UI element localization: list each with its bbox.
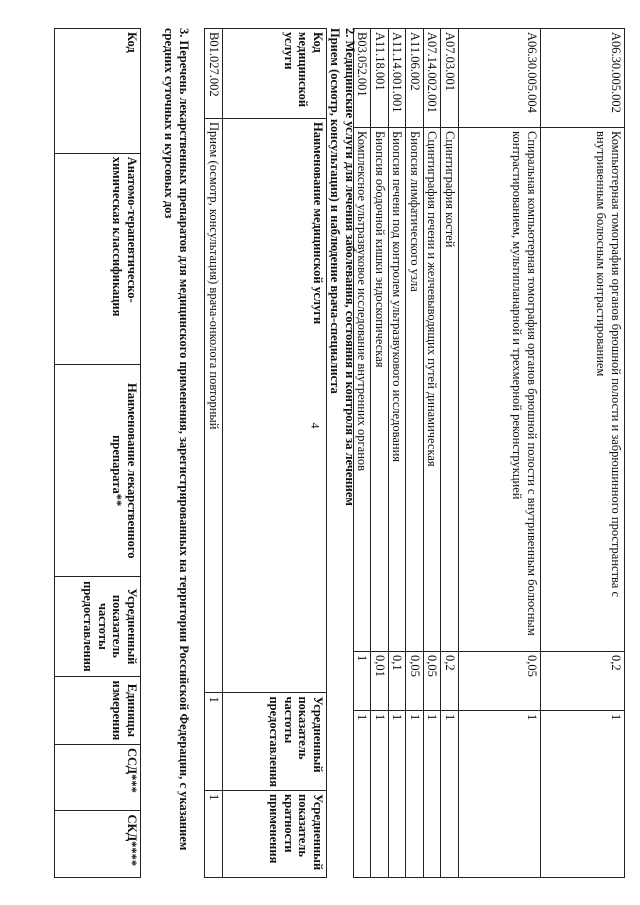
- service-code: A06.30.005.004: [459, 29, 541, 128]
- service-name: Биопсия лимфатического узла: [406, 128, 424, 652]
- service-name: Комплексное ультразвуковое исследование внутренних органов: [354, 128, 372, 652]
- service-multiplicity: 1: [424, 711, 442, 878]
- table-row: [459, 29, 541, 878]
- service-multiplicity: 1: [406, 711, 424, 878]
- service-code: B03.052.001: [354, 29, 372, 128]
- header-drug-name: Наименование лекарственного препарата**: [55, 365, 141, 577]
- service-code: A07.14.002.001: [424, 29, 442, 128]
- header-ssd: ССД***: [55, 745, 141, 811]
- service-code: A11.14.001.001: [389, 29, 407, 128]
- service-multiplicity: 1: [459, 711, 541, 878]
- service-multiplicity: 1: [541, 711, 625, 878]
- header-frequency: Усредненный показатель частоты предоставления: [55, 577, 141, 677]
- table-row: [389, 29, 407, 878]
- diagnostic-services-table: [353, 28, 625, 878]
- service-multiplicity: 1: [371, 711, 389, 878]
- header-unit: Единицы измерения: [55, 676, 141, 744]
- service-multiplicity: 1: [205, 791, 223, 878]
- service-frequency: 0,1: [389, 652, 407, 711]
- page-number: 4: [308, 422, 323, 429]
- service-multiplicity: 1: [354, 711, 372, 878]
- service-code: A06.30.005.002: [541, 29, 625, 128]
- service-name: Компьютерная томография органов брюшной полости и забрюшинного пространства с внутривенным болюсным контрастированием: [541, 128, 625, 652]
- header-code: Код медицинской услуги: [223, 29, 327, 119]
- header-atc: Анатомо-терапевтическо-химическая классификация: [55, 153, 141, 365]
- service-frequency: 0,2: [441, 652, 459, 711]
- service-frequency: 0,2: [541, 652, 625, 711]
- header-code: Код: [55, 29, 141, 154]
- header-frequency: Усредненный показатель частоты предоставления: [223, 693, 327, 791]
- service-frequency: 0,05: [406, 652, 424, 711]
- service-name: Биопсия ободочной кишки эндоскопическая: [371, 128, 389, 652]
- service-multiplicity: 1: [441, 711, 459, 878]
- header-multiplicity: Усредненный показатель кратности применения: [223, 791, 327, 878]
- table-row: [424, 29, 442, 878]
- service-code: A11.18.001: [371, 29, 389, 128]
- drugs-table: [54, 28, 141, 878]
- service-frequency: 1: [205, 693, 223, 791]
- section-2-heading: [328, 28, 357, 878]
- table-header-row: [223, 29, 327, 878]
- service-frequency: 1: [354, 652, 372, 711]
- header-skd: СКД****: [55, 811, 141, 878]
- service-frequency: 0,05: [424, 652, 442, 711]
- service-code: A11.06.002: [406, 29, 424, 128]
- table-row: [541, 29, 625, 878]
- service-name: Биопсия печени под контролем ультразвукового исследования: [389, 128, 407, 652]
- rotated-page-content: [45, 28, 625, 878]
- header-name: Наименование медицинской услуги: [223, 119, 327, 693]
- service-name: Сцинтиграфия печени и желчевыводящих путей динамическая: [424, 128, 442, 652]
- service-name: Спиральная компьютерная томография органов брюшной полости с внутривенным болюсным контрастированием, мультипланарной и трехмерной реконструкцией: [459, 128, 541, 652]
- service-code: A07.03.001: [441, 29, 459, 128]
- section-2-subtitle: Прием (осмотр, консультация) и наблюдение врача-специалиста: [328, 28, 343, 394]
- service-code: B01.027.002: [205, 29, 223, 119]
- service-name: Сцинтиграфия костей: [441, 128, 459, 652]
- section-3-heading: 3. Перечень лекарственных препаратов для медицинского применения, зарегистрированных на территории Российской Федерации, с указанием средних суточных и курсовых доз: [162, 28, 191, 851]
- table-header-row: [55, 29, 141, 878]
- service-frequency: 0,05: [459, 652, 541, 711]
- table-row: [371, 29, 389, 878]
- table-row: [406, 29, 424, 878]
- service-multiplicity: 1: [389, 711, 407, 878]
- table-row: [441, 29, 459, 878]
- section-2-title: 2. Медицинские услуги для лечения заболевания, состояния и контроля за лечением: [343, 28, 357, 506]
- treatment-services-table: [205, 28, 328, 878]
- service-name: Прием (осмотр, консультация) врача-онколога повторный: [205, 119, 223, 693]
- service-frequency: 0,01: [371, 652, 389, 711]
- table-row: [205, 29, 223, 878]
